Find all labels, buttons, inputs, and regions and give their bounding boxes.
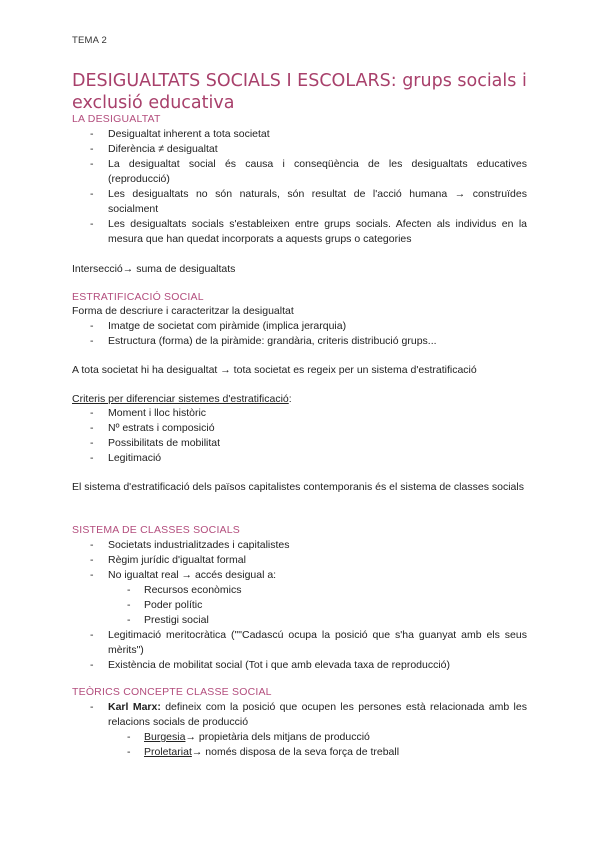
list-item-marx xyxy=(72,700,527,730)
sub-list-item-proletariat xyxy=(72,745,527,760)
proletariat-def: → només disposa de la seva força de treball xyxy=(191,746,400,758)
teorics-list xyxy=(72,700,527,760)
list-item: - No igualtat real → accés desigual a: xyxy=(72,568,527,583)
marx-text: defineix com la posició que ocupen les persones està relacionada amb les relacions socials de producció xyxy=(108,701,527,728)
section-heading-classes: SISTEMA DE CLASSES SOCIALS xyxy=(72,524,241,536)
page-header-topic: TEMA 2 xyxy=(72,35,107,46)
estratificacio-list xyxy=(72,319,527,349)
list-item: - Imatge de societat com piràmide (implica jerarquia) xyxy=(72,319,527,334)
criteris-colon: : xyxy=(288,393,292,405)
sub-list-item: - Prestigi social xyxy=(72,613,527,628)
title-subtitle: grups socials i exclusió educativa xyxy=(72,71,527,113)
sub-list-item: - Recursos econòmics xyxy=(72,583,527,598)
title-main: DESIGUALTATS SOCIALS I ESCOLARS: xyxy=(72,71,397,91)
interseccio-text: Intersecció→ suma de desigualtats xyxy=(72,263,236,275)
sub-list-item: - Poder polític xyxy=(72,598,527,613)
criteris-heading xyxy=(72,392,527,407)
list-item: - Règim jurídic d'igualtat formal xyxy=(72,553,527,568)
section-heading-estratificacio: ESTRATIFICACIÓ SOCIAL xyxy=(72,291,204,303)
page-title xyxy=(72,70,542,114)
section-heading-teorics: TEÒRICS CONCEPTE CLASSE SOCIAL xyxy=(72,686,272,698)
marx-name: Karl Marx: xyxy=(108,701,161,713)
section-heading-desigualtat: LA DESIGUALTAT xyxy=(72,113,161,125)
estratificacio-statement: A tota societat hi ha desigualtat → tota societat es regeix per un sistema d'estratificació xyxy=(72,364,477,376)
list-item: - Possibilitats de mobilitat xyxy=(72,436,527,451)
list-item: - Les desigualtats no són naturals, són resultat de l'acció humana → construïdes socialment xyxy=(72,187,527,217)
proletariat-term: Proletariat xyxy=(144,746,192,758)
burgesia-term: Burgesia xyxy=(144,731,186,743)
list-item: - Les desigualtats socials s'estableixen entre grups socials. Afecten als individus en la mesura que han quedat incorporats a aquests grups o categories xyxy=(72,217,527,247)
estratificacio-closing: El sistema d'estratificació dels països capitalistes contemporanis és el sistema de classes socials xyxy=(72,481,524,493)
list-item: - Existència de mobilitat social (Tot i que amb elevada taxa de reproducció) xyxy=(72,658,527,673)
criteris-label: Criteris per diferenciar sistemes d'estratificació xyxy=(72,393,289,405)
list-item: - Estructura (forma) de la piràmide: grandària, criteris distribució grups... xyxy=(72,334,527,349)
estratificacio-intro: Forma de descriure i caracteritzar la desigualtat xyxy=(72,305,294,317)
list-item: - Diferència ≠ desigualtat xyxy=(72,142,527,157)
list-item: - Desigualtat inherent a tota societat xyxy=(72,127,527,142)
classes-list xyxy=(72,538,527,673)
list-item: - Nº estrats i composició xyxy=(72,421,527,436)
desigualtat-list xyxy=(72,127,527,247)
sub-list-item-burgesia xyxy=(72,730,527,745)
list-item: - Legitimació meritocràtica (""Cadascú ocupa la posició que s'ha guanyat amb els seus mèrits") xyxy=(72,628,527,658)
list-item: - Moment i lloc històric xyxy=(72,406,527,421)
criteris-list xyxy=(72,406,527,466)
list-item: - La desigualtat social és causa i conseqüència de les desigualtats educatives (reproducció) xyxy=(72,157,527,187)
list-item: - Legitimació xyxy=(72,451,527,466)
burgesia-def: → propietària dels mitjans de producció xyxy=(185,731,370,743)
list-item: - Societats industrialitzades i capitalistes xyxy=(72,538,527,553)
